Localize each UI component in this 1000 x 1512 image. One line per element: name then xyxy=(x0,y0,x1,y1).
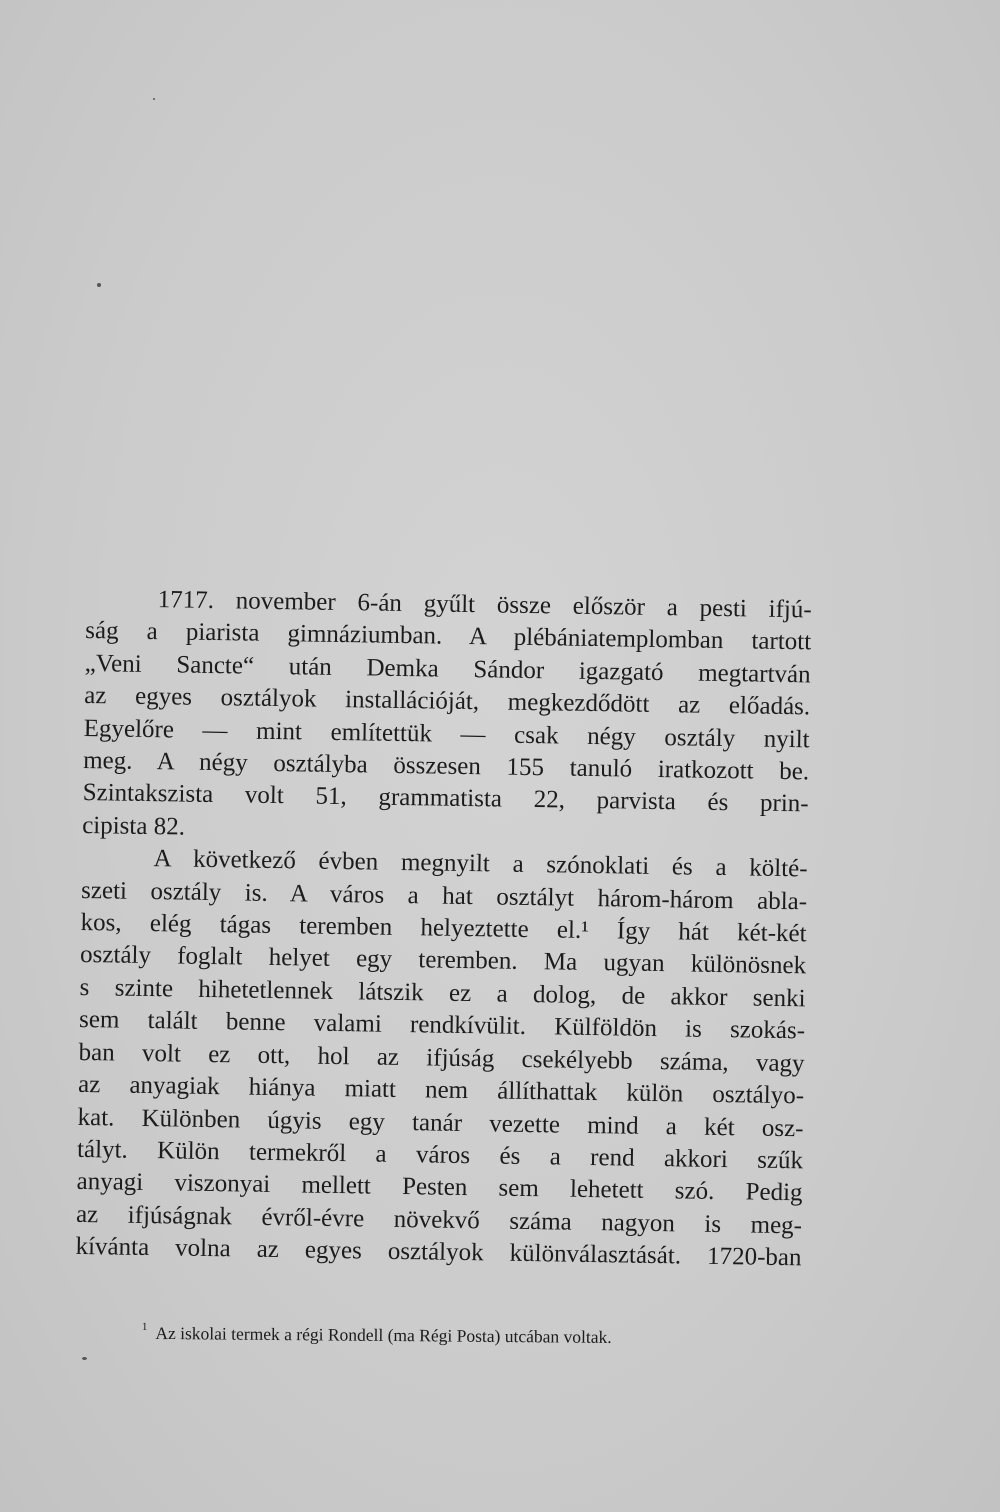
text-line: az ifjúságnak évről-évre növekvő száma nagyon is meg- xyxy=(75,1200,803,1240)
text-line: Egyelőre — mint említettük — csak négy osztály nyilt xyxy=(83,714,810,754)
text-line: ság a piarista gimnáziumban. A plébániatemplomban tartott xyxy=(85,617,812,656)
footnote-text: Az iskolai termek a régi Rondell (ma Régi Posta) utcában voltak. xyxy=(155,1322,612,1347)
text-line: Szintakszista volt 51, grammatista 22, parvista és prin- xyxy=(82,779,809,818)
text-line: 1717. november 6-án gyűlt össze először a pesti ifjú- xyxy=(157,586,812,624)
text-line: A következő évben megnyilt a szónoklati és a költé- xyxy=(153,845,808,883)
text-line: kos, elég tágas teremben helyeztette el.¹ Így hát két-két xyxy=(80,909,807,948)
text-line: s szinte hihetetlennek látszik ez a dolog, de akkor senki xyxy=(79,973,806,1013)
text-line: „Veni Sancte“ után Demka Sándor igazgató megtartván xyxy=(84,649,811,689)
text-line: kívánta volna az egyes osztályok különválasztását. 1720-ban xyxy=(75,1233,802,1272)
text-line: ban volt ez ott, hol az ifjúság csekélyebb száma, vagy xyxy=(78,1038,805,1078)
text-line: sem talált benne valami rendkívülit. Külföldön is szokás- xyxy=(78,1006,806,1045)
text-line: kat. Különben úgyis egy tanár vezette mind a két osz- xyxy=(77,1103,804,1142)
text-line: meg. A négy osztályba összesen 155 tanuló iratkozott be. xyxy=(82,747,810,786)
paper-speck xyxy=(97,283,101,287)
paragraph xyxy=(82,583,812,854)
text-line: anyagi viszonyai mellett Pesten sem lehetett szó. Pedig xyxy=(76,1168,803,1207)
text-line: szeti osztály is. A város a hat osztályt három-három abla- xyxy=(80,876,808,916)
text-line: tályt. Külön termekről a város és a rend akkori szűk xyxy=(76,1135,804,1175)
paragraph xyxy=(75,842,808,1275)
text-line: az egyes osztályok installációját, megkezdődött az előadás. xyxy=(84,682,811,721)
text-line: osztály foglalt helyet egy teremben. Ma ugyan különösnek xyxy=(79,941,807,980)
body-text xyxy=(75,583,812,1275)
footnote xyxy=(142,1318,782,1349)
footnote-marker: 1 xyxy=(141,1320,148,1334)
text-line: cipista 82. xyxy=(81,811,186,841)
text-line: az anyagiak hiánya miatt nem állíthattak külön osztályo- xyxy=(77,1071,805,1110)
paper-speck xyxy=(153,98,155,100)
paper-speck xyxy=(82,1357,87,1360)
